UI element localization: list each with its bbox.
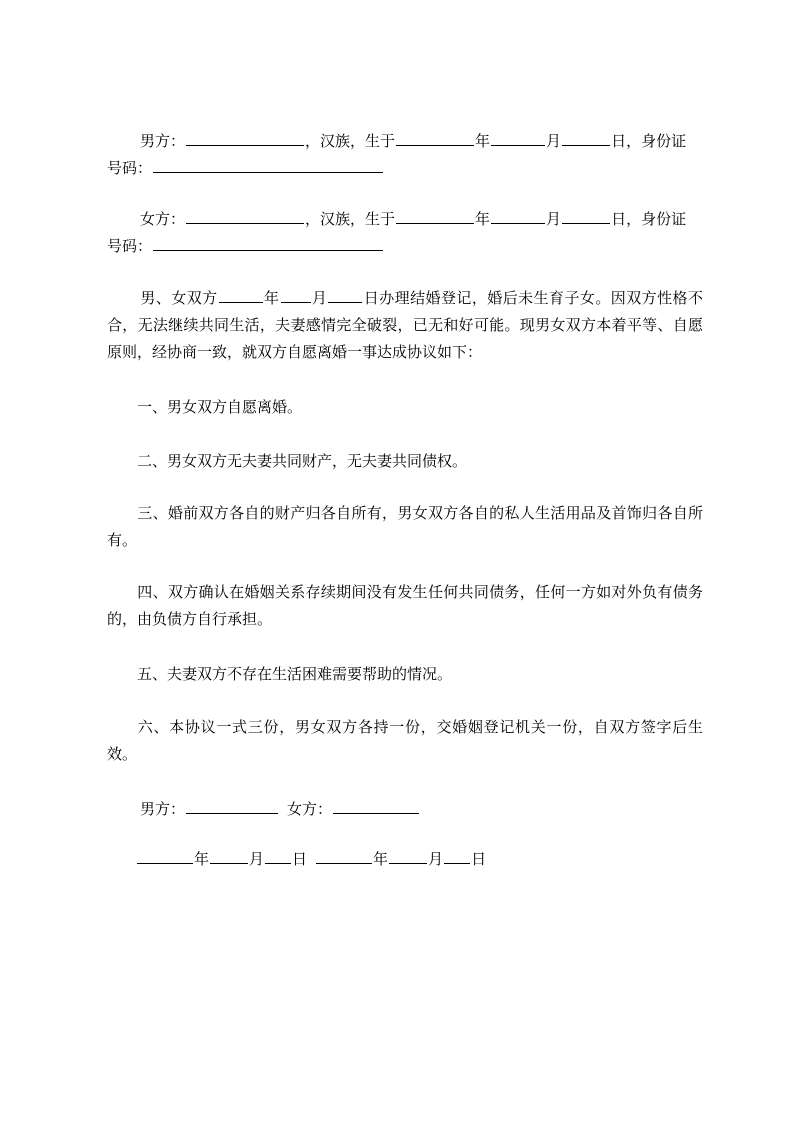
clause-4 [107, 579, 703, 633]
day-text: 日 [292, 850, 308, 868]
year-text: 年 [194, 850, 210, 868]
woman-label: 女方： [140, 210, 186, 228]
man-ethnic-text: ，汉族，生于 [305, 132, 396, 150]
year-text: 年 [475, 132, 491, 150]
month-text: 月 [249, 850, 265, 868]
month-text: 月 [546, 132, 562, 150]
clause-text: 二、男女双方无夫妻共同财产，无夫妻共同债权。 [137, 452, 468, 470]
man-signature-label: 男方： [140, 800, 186, 818]
clause-text: 五、夫妻双方不存在生活困难需要帮助的情况。 [137, 665, 453, 683]
man-sign-month-blank[interactable] [210, 848, 248, 864]
year-text: 年 [373, 850, 389, 868]
woman-sign-year-blank[interactable] [316, 848, 372, 864]
month-text: 月 [546, 210, 562, 228]
clause-2 [107, 448, 703, 475]
man-birth-day-blank[interactable] [562, 130, 610, 146]
woman-info-paragraph [107, 206, 703, 260]
day-id-text: 日，身份证 [611, 132, 687, 150]
clause-text: 三、婚前双方各自的财产归各自所有，男女双方各自的私人生活用品及首饰归各自所有。 [107, 504, 703, 549]
clause-text: 一、男女双方自愿离婚。 [137, 398, 303, 416]
woman-signature-label: 女方： [287, 800, 333, 818]
man-sign-day-blank[interactable] [265, 848, 291, 864]
woman-birth-month-blank[interactable] [491, 208, 545, 224]
month-text: 月 [311, 289, 328, 307]
clause-6 [107, 714, 703, 768]
woman-signature-blank[interactable] [333, 798, 419, 814]
date-line [107, 846, 703, 873]
year-text: 年 [475, 210, 491, 228]
woman-birth-day-blank[interactable] [562, 208, 610, 224]
clause-text: 六、本协议一式三份，男女双方各持一份，交婚姻登记机关一份，自双方签字后生效。 [107, 718, 703, 763]
man-id-blank[interactable] [153, 157, 383, 173]
man-label: 男方： [140, 132, 186, 150]
marriage-day-blank[interactable] [328, 287, 362, 303]
man-info-paragraph [107, 128, 703, 182]
man-name-blank[interactable] [186, 130, 304, 146]
signature-line [107, 796, 703, 823]
day-text: 日 [471, 850, 487, 868]
man-sign-year-blank[interactable] [137, 848, 193, 864]
marriage-paragraph [107, 285, 703, 366]
marriage-month-blank[interactable] [281, 287, 311, 303]
clause-3 [107, 500, 703, 554]
woman-ethnic-text: ，汉族，生于 [305, 210, 396, 228]
woman-sign-month-blank[interactable] [389, 848, 427, 864]
man-birth-year-blank[interactable] [396, 130, 474, 146]
clause-5 [107, 661, 703, 688]
woman-birth-year-blank[interactable] [396, 208, 474, 224]
marriage-prefix: 男、女双方 [140, 289, 218, 307]
month-text: 月 [428, 850, 444, 868]
man-birth-month-blank[interactable] [491, 130, 545, 146]
year-text: 年 [263, 289, 280, 307]
day-id-text: 日，身份证 [611, 210, 687, 228]
woman-sign-day-blank[interactable] [444, 848, 470, 864]
woman-id-label: 号码： [107, 237, 153, 255]
clause-text: 四、双方确认在婚姻关系存续期间没有发生任何共同债务，任何一方如对外负有债务的，由负债方自行承担。 [107, 583, 703, 628]
man-id-label: 号码： [107, 159, 153, 177]
marriage-year-blank[interactable] [219, 287, 263, 303]
woman-id-blank[interactable] [153, 235, 383, 251]
clause-1 [107, 394, 703, 421]
marriage-body-text: 日办理结婚登记，婚后未生育子女。因双方性格不合，无法继续共同生活，夫妻感情完全破裂，已无和好可能。现男女双方本着平等、自愿原则，经协商一致，就双方自愿离婚一事达成协议如下： [107, 289, 703, 361]
woman-name-blank[interactable] [186, 208, 304, 224]
man-signature-blank[interactable] [186, 798, 278, 814]
